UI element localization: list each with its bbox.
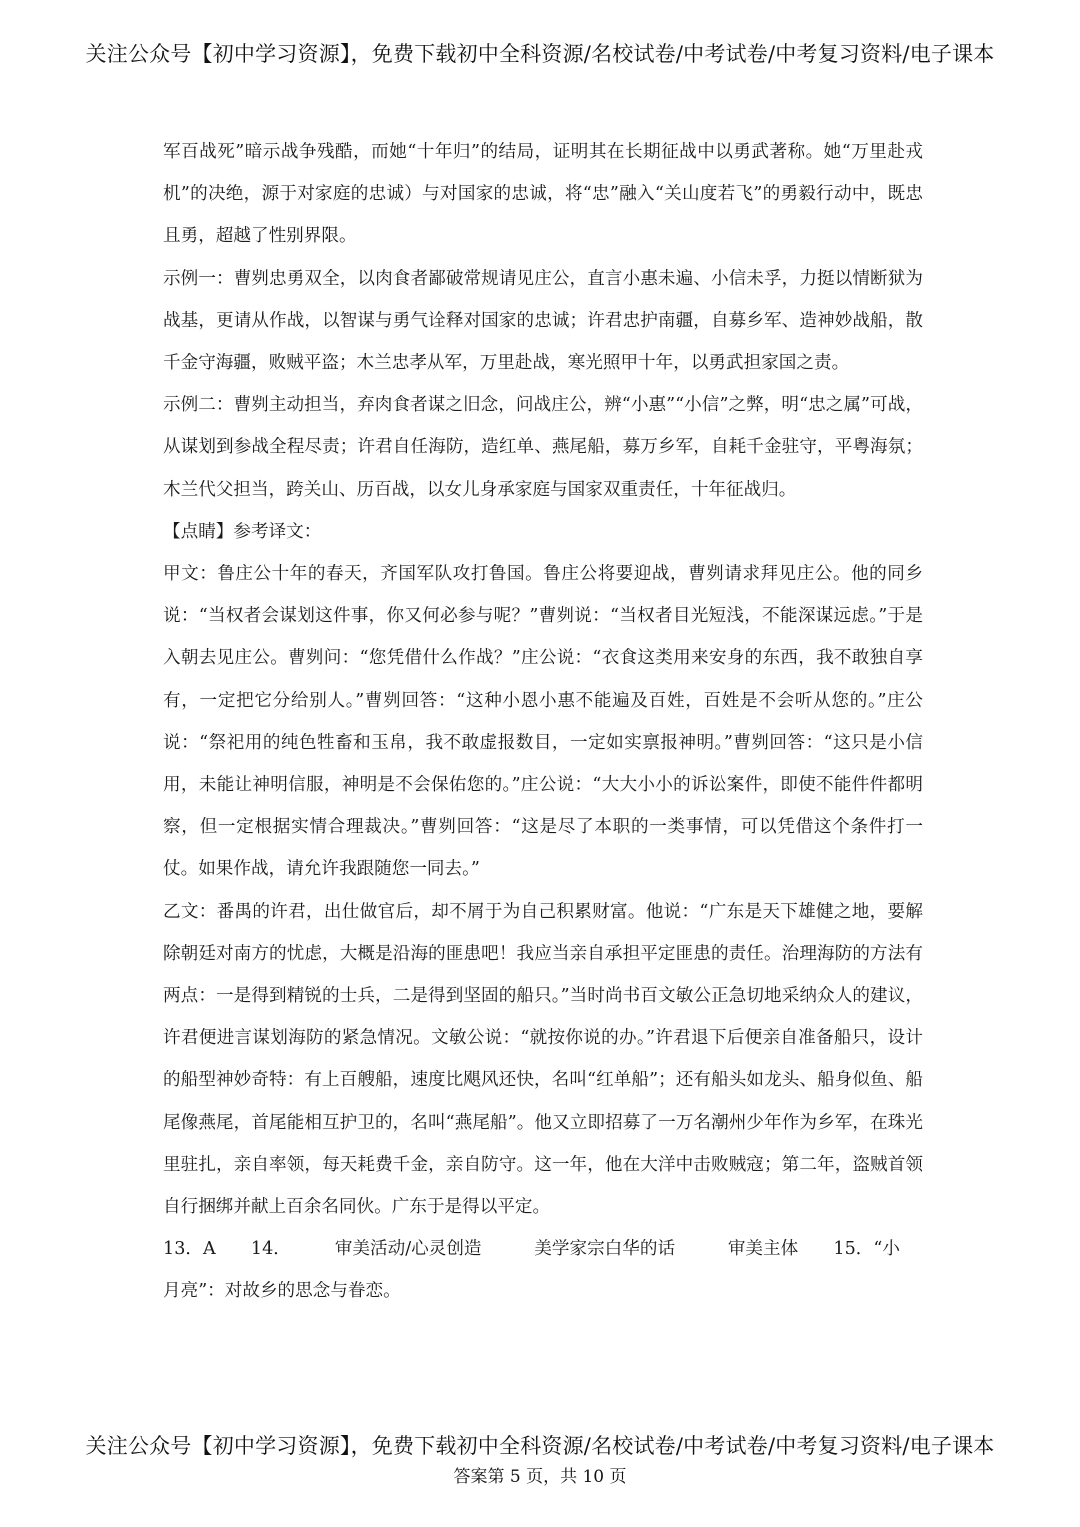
translation-text-b: 乙文：番禺的许君，出仕做官后，却不屑于为自己积累财富。他说：“广东是天下雄健之地，要解除朝廷对南方的忧虑，大概是沿海的匪患吧！我应当亲自承担平定匪患的责任。治理海防的方法有两点：一是得到精锐的士兵，二是得到坚固的船只。”当时尚书百文敏公正急切地采纳众人的建议，许君便进言谋划海防的紧急情况。文敏公说：“就按你说的办。”许君退下后便亲自准备船只，设计的船型神妙奇特：有上百艘船，速度比飓风还快，名叫“红单船”；还有船头如龙头、船身似鱼、船尾像燕尾，首尾能相互护卫的，名叫“燕尾船”。他又立即招募了一万名潮州少年作为乡军，在珠光里驻扎，亲自率领，每天耗费千金，亲自防守。这一年，他在大洋中击败贼寇；第二年，盗贼首领自行捆绑并献上百余名同伙。广东于是得以平定。 <box>163 901 923 1218</box>
translation-text-a: 甲文：鲁庄公十年的春天，齐国军队攻打鲁国。鲁庄公将要迎战，曹刿请求拜见庄公。他的同乡说：“当权者会谋划这件事，你又何必参与呢？”曹刿说：“当权者目光短浅，不能深谋远虑。”于是入朝去见庄公。曹刿问：“您凭借什么作战？”庄公说：“衣食这类用来安身的东西，我不敢独自享有，一定把它分给别人。”曹刿回答：“这种小恩小惠不能遍及百姓，百姓是不会听从您的。”庄公说：“祭祀用的纯色牲畜和玉帛，我不敢虚报数目，一定如实禀报神明。”曹刿回答：“这只是小信用，未能让神明信服，神明是不会保佑您的。”庄公说：“大大小小的诉讼案件，即使不能件件都明察，但一定根据实情合理裁决。”曹刿回答：“这是尽了本职的一类事情，可以凭借这个条件打一仗。如果作战，请允许我跟随您一同去。” <box>163 564 923 880</box>
translation-heading: 【点睛】参考译文： <box>163 521 322 542</box>
bottom-promo-banner: 关注公众号【初中学习资源】，免费下载初中全科资源/名校试卷/中考试卷/中考复习资料/电子课本 <box>85 1434 995 1458</box>
example-two: 示例二：曹刿主动担当，弃肉食者谋之旧念，问战庄公，辨“小惠”“小信”之弊，明“忠之属”可战，从谋划到参战全程尽责；许君自任海防，造红单、燕尾船，募万乡军，自耗千金驻守，平粤海氛；木兰代父担当，跨关山、历百战，以女儿身承家庭与国家双重责任，十年征战归。 <box>163 395 923 500</box>
answer-content <box>163 131 923 1313</box>
example-one: 示例一：曹刿忠勇双全，以肉食者鄙破常规请见庄公，直言小惠未遍、小信未孚，力挺以情断狱为战基，更请从作战，以智谋与勇气诠释对国家的忠诚；许君忠护南疆，自募乡军、造神妙战船，散千金守海疆，败贼平盗；木兰忠孝从军，万里赴战，寒光照甲十年，以勇武担家国之责。 <box>163 268 923 374</box>
page-number: 答案第 5 页，共 10 页 <box>453 1467 627 1487</box>
answers-line-continued: 月亮”：对故乡的思念与眷恋。 <box>163 1281 401 1302</box>
answers-line: 13．A 14． 审美活动/心灵创造 美学家宗白华的话 审美主体 15．“小 <box>163 1239 900 1260</box>
analysis-continuation: 军百战死”暗示战争残酷，而她“十年归”的结局，证明其在长期征战中以勇武著称。她“万里赴戎机”的决绝，源于对家庭的忠诚）与对国家的忠诚，将“忠”融入“关山度若飞”的勇毅行动中，既忠且勇，超越了性别界限。 <box>163 142 923 247</box>
top-promo-banner: 关注公众号【初中学习资源】，免费下载初中全科资源/名校试卷/中考试卷/中考复习资料/电子课本 <box>85 42 995 66</box>
